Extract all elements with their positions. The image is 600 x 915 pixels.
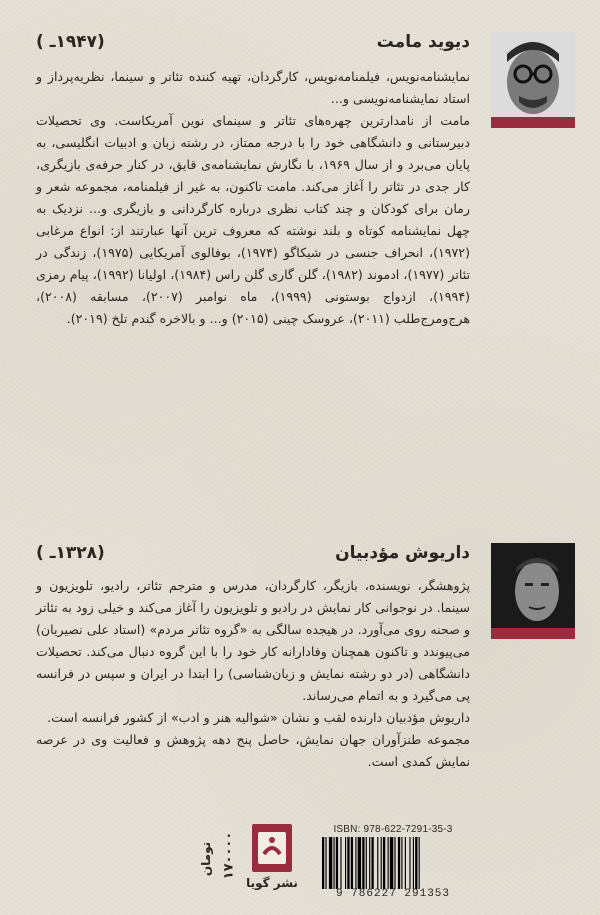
author2-years: (۱۳۲۸ـ ) [36, 543, 105, 563]
publisher-logo-icon [252, 824, 292, 872]
barcode-icon [318, 837, 468, 889]
barcode-block [318, 824, 468, 910]
author1-bio-paragraph-1: نمایشنامه‌نویس، فیلمنامه‌نویس، کارگردان، تهیه کننده تئاتر و سینما، نظریه‌پرداز و استاد نمایشنامه‌نویسی و... [36, 69, 470, 106]
author2-bio [36, 575, 470, 773]
author2-portrait [491, 543, 575, 639]
price-value: ۱۷۰۰۰۰ [221, 831, 237, 880]
author1-name: دیوید مامت [376, 32, 470, 52]
author1-photo-icon [491, 32, 575, 117]
author1-bio-paragraph-2: مامت از نامدارترین چهره‌های تئاتر و سینمای نوین آمریکاست. وی تحصیلات دبیرستانی و دانشگاهی خود را با درجه ممتاز، در رشته زبان و ادبیات انگلیسی، به پایان می‌برد و از سال ۱۹۶۹، با نگارش نمایشنامه‌ی قایق، در کنار حرفه‌ی بازیگری، کار جدی در تئاتر را آغاز می‌کند. مامت تاکنون، به غیر از فیلمنامه، مجموعه شعر و رمان برای کودکان و چند کتاب نظری درباره کارگردانی و بازیگری و... نزدیک به چهل نمایشنامه کوتاه و بلند نوشته که معروف ترین آنها عبارتند از: انواع مرغابی (۱۹۷۲)، انحراف جنسی در شیکاگو (۱۹۷۴)، بوفالوی آمریکایی (۱۹۷۵)، زندگی در تئاتر (۱۹۷۷)، ادموند (۱۹۸۲)، گلن گاری گلن راس (۱۹۸۴)، اولیانا (۱۹۹۲)، پیام رمزی (۱۹۹۴)، ازدواج بوستونی (۱۹۹۹)، ماه نوامبر (۲۰۰۷)، مسابقه (۲۰۰۸)، هرج‌ومرج‌طلب (۲۰۱۱)، عروسک چینی (۲۰۱۵) و... و بالاخره گندم تلخ (۲۰۱۹). [36, 113, 471, 326]
author2-name: داریوش مؤدبیان [335, 543, 470, 563]
barcode-digits: 9 786227 291353 [335, 888, 451, 900]
author2-portrait-accent-bar [491, 628, 575, 639]
author2-bio-paragraph-2: داریوش مؤدبیان دارنده لقب و نشان «شوالیه هنر و ادب» از کشور فرانسه است. [47, 710, 470, 725]
author2-photo-icon [491, 543, 575, 628]
publisher-name: نشر گویا [246, 876, 298, 890]
author2-bio-paragraph-3: مجموعه طنزآوران جهان نمایش، حاصل پنج دهه پژوهش و فعالیت وی در عرصه نمایش کمدی است. [36, 732, 470, 769]
author1-portrait [491, 32, 575, 128]
price-currency: تومان [199, 841, 213, 877]
author1-bio [36, 66, 470, 330]
price-block [214, 818, 244, 908]
price-currency-block [194, 818, 218, 908]
author1-years: (۱۹۴۷ـ ) [36, 32, 105, 52]
author1-portrait-accent-bar [491, 117, 575, 128]
publisher-logo [252, 824, 292, 872]
isbn-label: ISBN: 978-622-7291-35-3 [333, 824, 453, 835]
author2-bio-paragraph-1: پژوهشگر، نویسنده، بازیگر، کارگردان، مدرس و مترجم تئاتر، رادیو، تلویزیون و سینما. در نوجوانی کار نمایش در رادیو و تلویزیون را آغاز می‌کند و خیلی زود به تئاتر و صحنه روی می‌آورد. در هیجده سالگی به «گروه تئاتر مردم» (استاد علی نصیریان) می‌پیوندد و تاکنون همچنان وفادارانه کار خود را با این گروه دنبال می‌کند. تحصیلات دانشگاهی (در دو رشته نمایش و زبان‌شناسی) را ابتدا در ایران و سپس در فرانسه پی می‌گیرد و به اتمام می‌رساند. [36, 578, 470, 703]
